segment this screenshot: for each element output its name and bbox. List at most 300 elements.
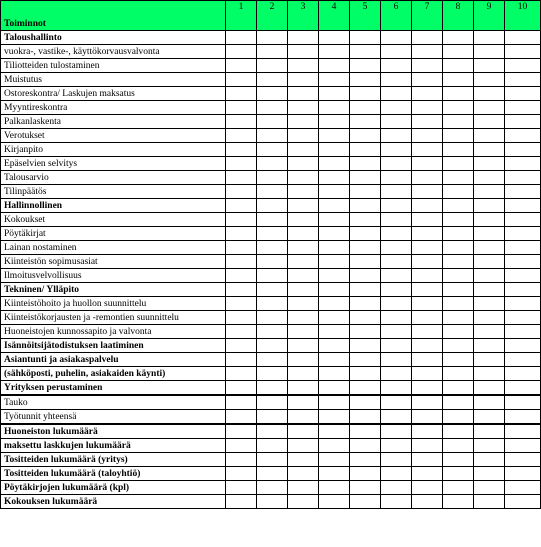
hours-cell-6[interactable]	[381, 227, 412, 241]
hours-cell-7[interactable]	[412, 495, 443, 509]
hours-cell-9[interactable]	[474, 311, 505, 325]
hours-cell-6[interactable]	[381, 453, 412, 467]
hours-cell-9[interactable]	[474, 101, 505, 115]
hours-cell-7[interactable]	[412, 199, 443, 213]
hours-cell-2[interactable]	[257, 325, 288, 339]
hours-cell-3[interactable]	[288, 185, 319, 199]
hours-cell-3[interactable]	[288, 241, 319, 255]
hours-cell-6[interactable]	[381, 255, 412, 269]
hours-cell-10[interactable]	[505, 283, 541, 297]
hours-cell-2[interactable]	[257, 495, 288, 509]
hours-cell-10[interactable]	[505, 45, 541, 59]
hours-cell-8[interactable]	[443, 269, 474, 283]
hours-cell-1[interactable]	[226, 325, 257, 339]
hours-cell-5[interactable]	[350, 59, 381, 73]
hours-cell-10[interactable]	[505, 213, 541, 227]
hours-cell-3[interactable]	[288, 31, 319, 45]
hours-cell-1[interactable]	[226, 410, 257, 425]
hours-cell-7[interactable]	[412, 410, 443, 425]
hours-cell-3[interactable]	[288, 381, 319, 396]
hours-cell-5[interactable]	[350, 424, 381, 439]
hours-cell-10[interactable]	[505, 325, 541, 339]
hours-cell-3[interactable]	[288, 395, 319, 410]
hours-cell-10[interactable]	[505, 339, 541, 353]
hours-cell-6[interactable]	[381, 325, 412, 339]
hours-cell-1[interactable]	[226, 227, 257, 241]
hours-cell-5[interactable]	[350, 115, 381, 129]
hours-cell-6[interactable]	[381, 367, 412, 381]
hours-cell-7[interactable]	[412, 171, 443, 185]
hours-cell-6[interactable]	[381, 129, 412, 143]
hours-cell-6[interactable]	[381, 199, 412, 213]
hours-cell-1[interactable]	[226, 495, 257, 509]
hours-cell-10[interactable]	[505, 467, 541, 481]
hours-cell-7[interactable]	[412, 283, 443, 297]
hours-cell-5[interactable]	[350, 45, 381, 59]
hours-cell-10[interactable]	[505, 241, 541, 255]
hours-cell-1[interactable]	[226, 101, 257, 115]
hours-cell-4[interactable]	[319, 325, 350, 339]
hours-cell-7[interactable]	[412, 73, 443, 87]
hours-cell-2[interactable]	[257, 73, 288, 87]
hours-cell-8[interactable]	[443, 213, 474, 227]
hours-cell-8[interactable]	[443, 353, 474, 367]
hours-cell-6[interactable]	[381, 410, 412, 425]
hours-cell-6[interactable]	[381, 73, 412, 87]
hours-cell-9[interactable]	[474, 255, 505, 269]
hours-cell-1[interactable]	[226, 59, 257, 73]
hours-cell-1[interactable]	[226, 255, 257, 269]
hours-cell-2[interactable]	[257, 255, 288, 269]
hours-cell-7[interactable]	[412, 269, 443, 283]
hours-cell-6[interactable]	[381, 45, 412, 59]
hours-cell-8[interactable]	[443, 339, 474, 353]
hours-cell-1[interactable]	[226, 213, 257, 227]
hours-cell-9[interactable]	[474, 297, 505, 311]
hours-cell-7[interactable]	[412, 129, 443, 143]
hours-cell-4[interactable]	[319, 255, 350, 269]
hours-cell-10[interactable]	[505, 311, 541, 325]
hours-cell-8[interactable]	[443, 453, 474, 467]
hours-cell-8[interactable]	[443, 467, 474, 481]
hours-cell-4[interactable]	[319, 395, 350, 410]
hours-cell-1[interactable]	[226, 395, 257, 410]
hours-cell-10[interactable]	[505, 171, 541, 185]
hours-cell-9[interactable]	[474, 185, 505, 199]
hours-cell-7[interactable]	[412, 115, 443, 129]
hours-cell-3[interactable]	[288, 227, 319, 241]
hours-cell-6[interactable]	[381, 31, 412, 45]
hours-cell-7[interactable]	[412, 157, 443, 171]
hours-cell-2[interactable]	[257, 339, 288, 353]
hours-cell-8[interactable]	[443, 283, 474, 297]
hours-cell-2[interactable]	[257, 395, 288, 410]
hours-cell-3[interactable]	[288, 424, 319, 439]
hours-cell-4[interactable]	[319, 339, 350, 353]
hours-cell-4[interactable]	[319, 45, 350, 59]
hours-cell-6[interactable]	[381, 395, 412, 410]
hours-cell-5[interactable]	[350, 381, 381, 396]
hours-cell-2[interactable]	[257, 283, 288, 297]
hours-cell-4[interactable]	[319, 353, 350, 367]
hours-cell-6[interactable]	[381, 171, 412, 185]
hours-cell-5[interactable]	[350, 495, 381, 509]
hours-cell-3[interactable]	[288, 101, 319, 115]
hours-cell-5[interactable]	[350, 283, 381, 297]
hours-cell-7[interactable]	[412, 381, 443, 396]
hours-cell-2[interactable]	[257, 157, 288, 171]
hours-cell-4[interactable]	[319, 31, 350, 45]
hours-cell-2[interactable]	[257, 481, 288, 495]
hours-cell-10[interactable]	[505, 410, 541, 425]
hours-cell-2[interactable]	[257, 439, 288, 453]
hours-cell-4[interactable]	[319, 241, 350, 255]
hours-cell-10[interactable]	[505, 395, 541, 410]
hours-cell-7[interactable]	[412, 395, 443, 410]
hours-cell-7[interactable]	[412, 424, 443, 439]
hours-cell-1[interactable]	[226, 269, 257, 283]
hours-cell-4[interactable]	[319, 439, 350, 453]
hours-cell-7[interactable]	[412, 87, 443, 101]
hours-cell-4[interactable]	[319, 410, 350, 425]
hours-cell-4[interactable]	[319, 297, 350, 311]
hours-cell-3[interactable]	[288, 339, 319, 353]
hours-cell-6[interactable]	[381, 439, 412, 453]
hours-cell-6[interactable]	[381, 381, 412, 396]
hours-cell-5[interactable]	[350, 353, 381, 367]
hours-cell-5[interactable]	[350, 467, 381, 481]
hours-cell-4[interactable]	[319, 213, 350, 227]
hours-cell-1[interactable]	[226, 185, 257, 199]
hours-cell-2[interactable]	[257, 101, 288, 115]
hours-cell-4[interactable]	[319, 227, 350, 241]
hours-cell-8[interactable]	[443, 255, 474, 269]
hours-cell-8[interactable]	[443, 381, 474, 396]
hours-cell-1[interactable]	[226, 283, 257, 297]
hours-cell-1[interactable]	[226, 157, 257, 171]
hours-cell-4[interactable]	[319, 381, 350, 396]
hours-cell-2[interactable]	[257, 31, 288, 45]
hours-cell-7[interactable]	[412, 59, 443, 73]
hours-cell-7[interactable]	[412, 185, 443, 199]
hours-cell-8[interactable]	[443, 59, 474, 73]
hours-cell-5[interactable]	[350, 185, 381, 199]
hours-cell-1[interactable]	[226, 367, 257, 381]
hours-cell-9[interactable]	[474, 395, 505, 410]
hours-cell-2[interactable]	[257, 410, 288, 425]
hours-cell-4[interactable]	[319, 367, 350, 381]
hours-cell-10[interactable]	[505, 143, 541, 157]
hours-cell-7[interactable]	[412, 467, 443, 481]
hours-cell-2[interactable]	[257, 297, 288, 311]
hours-cell-7[interactable]	[412, 481, 443, 495]
hours-cell-4[interactable]	[319, 495, 350, 509]
hours-cell-1[interactable]	[226, 31, 257, 45]
hours-cell-3[interactable]	[288, 129, 319, 143]
hours-cell-2[interactable]	[257, 311, 288, 325]
hours-cell-5[interactable]	[350, 157, 381, 171]
hours-cell-7[interactable]	[412, 143, 443, 157]
hours-cell-9[interactable]	[474, 453, 505, 467]
hours-cell-9[interactable]	[474, 157, 505, 171]
hours-cell-9[interactable]	[474, 31, 505, 45]
hours-cell-2[interactable]	[257, 227, 288, 241]
hours-cell-1[interactable]	[226, 129, 257, 143]
hours-cell-6[interactable]	[381, 115, 412, 129]
hours-cell-10[interactable]	[505, 73, 541, 87]
hours-cell-2[interactable]	[257, 213, 288, 227]
hours-cell-2[interactable]	[257, 59, 288, 73]
hours-cell-4[interactable]	[319, 143, 350, 157]
hours-cell-4[interactable]	[319, 171, 350, 185]
hours-cell-5[interactable]	[350, 453, 381, 467]
hours-cell-3[interactable]	[288, 367, 319, 381]
hours-cell-6[interactable]	[381, 339, 412, 353]
hours-cell-9[interactable]	[474, 467, 505, 481]
hours-cell-9[interactable]	[474, 59, 505, 73]
hours-cell-4[interactable]	[319, 311, 350, 325]
hours-cell-5[interactable]	[350, 367, 381, 381]
hours-cell-4[interactable]	[319, 101, 350, 115]
hours-cell-6[interactable]	[381, 87, 412, 101]
hours-cell-3[interactable]	[288, 143, 319, 157]
hours-cell-3[interactable]	[288, 453, 319, 467]
hours-cell-7[interactable]	[412, 339, 443, 353]
hours-cell-9[interactable]	[474, 115, 505, 129]
hours-cell-2[interactable]	[257, 424, 288, 439]
hours-cell-9[interactable]	[474, 199, 505, 213]
hours-cell-10[interactable]	[505, 424, 541, 439]
hours-cell-1[interactable]	[226, 481, 257, 495]
hours-cell-8[interactable]	[443, 241, 474, 255]
hours-cell-3[interactable]	[288, 213, 319, 227]
hours-cell-6[interactable]	[381, 213, 412, 227]
hours-cell-7[interactable]	[412, 241, 443, 255]
hours-cell-10[interactable]	[505, 453, 541, 467]
hours-cell-3[interactable]	[288, 311, 319, 325]
hours-cell-1[interactable]	[226, 115, 257, 129]
hours-cell-5[interactable]	[350, 73, 381, 87]
hours-cell-10[interactable]	[505, 227, 541, 241]
hours-cell-7[interactable]	[412, 255, 443, 269]
hours-cell-9[interactable]	[474, 171, 505, 185]
hours-cell-10[interactable]	[505, 255, 541, 269]
hours-cell-4[interactable]	[319, 424, 350, 439]
hours-cell-4[interactable]	[319, 73, 350, 87]
hours-cell-5[interactable]	[350, 297, 381, 311]
hours-cell-5[interactable]	[350, 143, 381, 157]
hours-cell-5[interactable]	[350, 481, 381, 495]
hours-cell-1[interactable]	[226, 143, 257, 157]
hours-cell-7[interactable]	[412, 439, 443, 453]
hours-cell-6[interactable]	[381, 467, 412, 481]
hours-cell-9[interactable]	[474, 367, 505, 381]
hours-cell-2[interactable]	[257, 87, 288, 101]
hours-cell-6[interactable]	[381, 185, 412, 199]
hours-cell-2[interactable]	[257, 241, 288, 255]
hours-cell-1[interactable]	[226, 311, 257, 325]
hours-cell-8[interactable]	[443, 410, 474, 425]
hours-cell-8[interactable]	[443, 424, 474, 439]
hours-cell-4[interactable]	[319, 157, 350, 171]
hours-cell-6[interactable]	[381, 311, 412, 325]
hours-cell-10[interactable]	[505, 129, 541, 143]
hours-cell-1[interactable]	[226, 45, 257, 59]
hours-cell-3[interactable]	[288, 199, 319, 213]
hours-cell-3[interactable]	[288, 255, 319, 269]
hours-cell-2[interactable]	[257, 115, 288, 129]
hours-cell-3[interactable]	[288, 439, 319, 453]
hours-cell-8[interactable]	[443, 395, 474, 410]
hours-cell-8[interactable]	[443, 45, 474, 59]
hours-cell-8[interactable]	[443, 297, 474, 311]
hours-cell-10[interactable]	[505, 297, 541, 311]
hours-cell-3[interactable]	[288, 410, 319, 425]
hours-cell-7[interactable]	[412, 45, 443, 59]
hours-cell-9[interactable]	[474, 213, 505, 227]
hours-cell-7[interactable]	[412, 311, 443, 325]
hours-cell-3[interactable]	[288, 283, 319, 297]
hours-cell-10[interactable]	[505, 269, 541, 283]
hours-cell-2[interactable]	[257, 367, 288, 381]
hours-cell-8[interactable]	[443, 185, 474, 199]
hours-cell-6[interactable]	[381, 424, 412, 439]
hours-cell-4[interactable]	[319, 269, 350, 283]
hours-cell-9[interactable]	[474, 439, 505, 453]
hours-cell-5[interactable]	[350, 269, 381, 283]
hours-cell-5[interactable]	[350, 87, 381, 101]
hours-cell-8[interactable]	[443, 481, 474, 495]
hours-cell-7[interactable]	[412, 325, 443, 339]
hours-cell-10[interactable]	[505, 101, 541, 115]
hours-cell-10[interactable]	[505, 353, 541, 367]
hours-cell-7[interactable]	[412, 227, 443, 241]
hours-cell-6[interactable]	[381, 101, 412, 115]
hours-cell-1[interactable]	[226, 424, 257, 439]
hours-cell-6[interactable]	[381, 143, 412, 157]
hours-cell-8[interactable]	[443, 367, 474, 381]
hours-cell-7[interactable]	[412, 453, 443, 467]
hours-cell-1[interactable]	[226, 297, 257, 311]
hours-cell-6[interactable]	[381, 241, 412, 255]
hours-cell-2[interactable]	[257, 143, 288, 157]
hours-cell-5[interactable]	[350, 31, 381, 45]
hours-cell-9[interactable]	[474, 495, 505, 509]
hours-cell-10[interactable]	[505, 87, 541, 101]
hours-cell-2[interactable]	[257, 453, 288, 467]
hours-cell-3[interactable]	[288, 297, 319, 311]
hours-cell-3[interactable]	[288, 115, 319, 129]
hours-cell-5[interactable]	[350, 101, 381, 115]
hours-cell-8[interactable]	[443, 227, 474, 241]
hours-cell-7[interactable]	[412, 213, 443, 227]
hours-cell-9[interactable]	[474, 143, 505, 157]
hours-cell-4[interactable]	[319, 283, 350, 297]
hours-cell-5[interactable]	[350, 241, 381, 255]
hours-cell-6[interactable]	[381, 59, 412, 73]
hours-cell-8[interactable]	[443, 115, 474, 129]
hours-cell-4[interactable]	[319, 199, 350, 213]
hours-cell-8[interactable]	[443, 143, 474, 157]
hours-cell-2[interactable]	[257, 381, 288, 396]
hours-cell-5[interactable]	[350, 227, 381, 241]
hours-cell-7[interactable]	[412, 297, 443, 311]
hours-cell-4[interactable]	[319, 481, 350, 495]
hours-cell-3[interactable]	[288, 73, 319, 87]
hours-cell-5[interactable]	[350, 199, 381, 213]
hours-cell-1[interactable]	[226, 453, 257, 467]
hours-cell-4[interactable]	[319, 467, 350, 481]
hours-cell-8[interactable]	[443, 129, 474, 143]
hours-cell-10[interactable]	[505, 481, 541, 495]
hours-cell-3[interactable]	[288, 45, 319, 59]
hours-cell-9[interactable]	[474, 481, 505, 495]
hours-cell-7[interactable]	[412, 101, 443, 115]
hours-cell-10[interactable]	[505, 31, 541, 45]
hours-cell-9[interactable]	[474, 45, 505, 59]
hours-cell-5[interactable]	[350, 339, 381, 353]
hours-cell-3[interactable]	[288, 495, 319, 509]
hours-cell-2[interactable]	[257, 353, 288, 367]
hours-cell-4[interactable]	[319, 185, 350, 199]
hours-cell-4[interactable]	[319, 129, 350, 143]
hours-cell-6[interactable]	[381, 353, 412, 367]
hours-cell-9[interactable]	[474, 87, 505, 101]
hours-cell-10[interactable]	[505, 381, 541, 396]
hours-cell-1[interactable]	[226, 353, 257, 367]
hours-cell-3[interactable]	[288, 481, 319, 495]
hours-cell-5[interactable]	[350, 213, 381, 227]
hours-cell-5[interactable]	[350, 395, 381, 410]
hours-cell-2[interactable]	[257, 45, 288, 59]
hours-cell-10[interactable]	[505, 115, 541, 129]
hours-cell-6[interactable]	[381, 495, 412, 509]
hours-cell-7[interactable]	[412, 31, 443, 45]
hours-cell-10[interactable]	[505, 59, 541, 73]
hours-cell-8[interactable]	[443, 325, 474, 339]
hours-cell-4[interactable]	[319, 115, 350, 129]
hours-cell-4[interactable]	[319, 87, 350, 101]
hours-cell-3[interactable]	[288, 87, 319, 101]
hours-cell-1[interactable]	[226, 439, 257, 453]
hours-cell-10[interactable]	[505, 367, 541, 381]
hours-cell-1[interactable]	[226, 241, 257, 255]
hours-cell-9[interactable]	[474, 269, 505, 283]
hours-cell-8[interactable]	[443, 31, 474, 45]
hours-cell-8[interactable]	[443, 157, 474, 171]
hours-cell-5[interactable]	[350, 129, 381, 143]
hours-cell-10[interactable]	[505, 185, 541, 199]
hours-cell-3[interactable]	[288, 157, 319, 171]
hours-cell-8[interactable]	[443, 101, 474, 115]
hours-cell-3[interactable]	[288, 171, 319, 185]
hours-cell-10[interactable]	[505, 157, 541, 171]
hours-cell-8[interactable]	[443, 311, 474, 325]
hours-cell-1[interactable]	[226, 467, 257, 481]
hours-cell-8[interactable]	[443, 171, 474, 185]
hours-cell-9[interactable]	[474, 381, 505, 396]
hours-cell-9[interactable]	[474, 241, 505, 255]
hours-cell-5[interactable]	[350, 255, 381, 269]
hours-cell-2[interactable]	[257, 171, 288, 185]
hours-cell-8[interactable]	[443, 87, 474, 101]
hours-cell-9[interactable]	[474, 227, 505, 241]
hours-cell-3[interactable]	[288, 59, 319, 73]
hours-cell-10[interactable]	[505, 495, 541, 509]
hours-cell-5[interactable]	[350, 311, 381, 325]
hours-cell-3[interactable]	[288, 353, 319, 367]
hours-cell-9[interactable]	[474, 73, 505, 87]
